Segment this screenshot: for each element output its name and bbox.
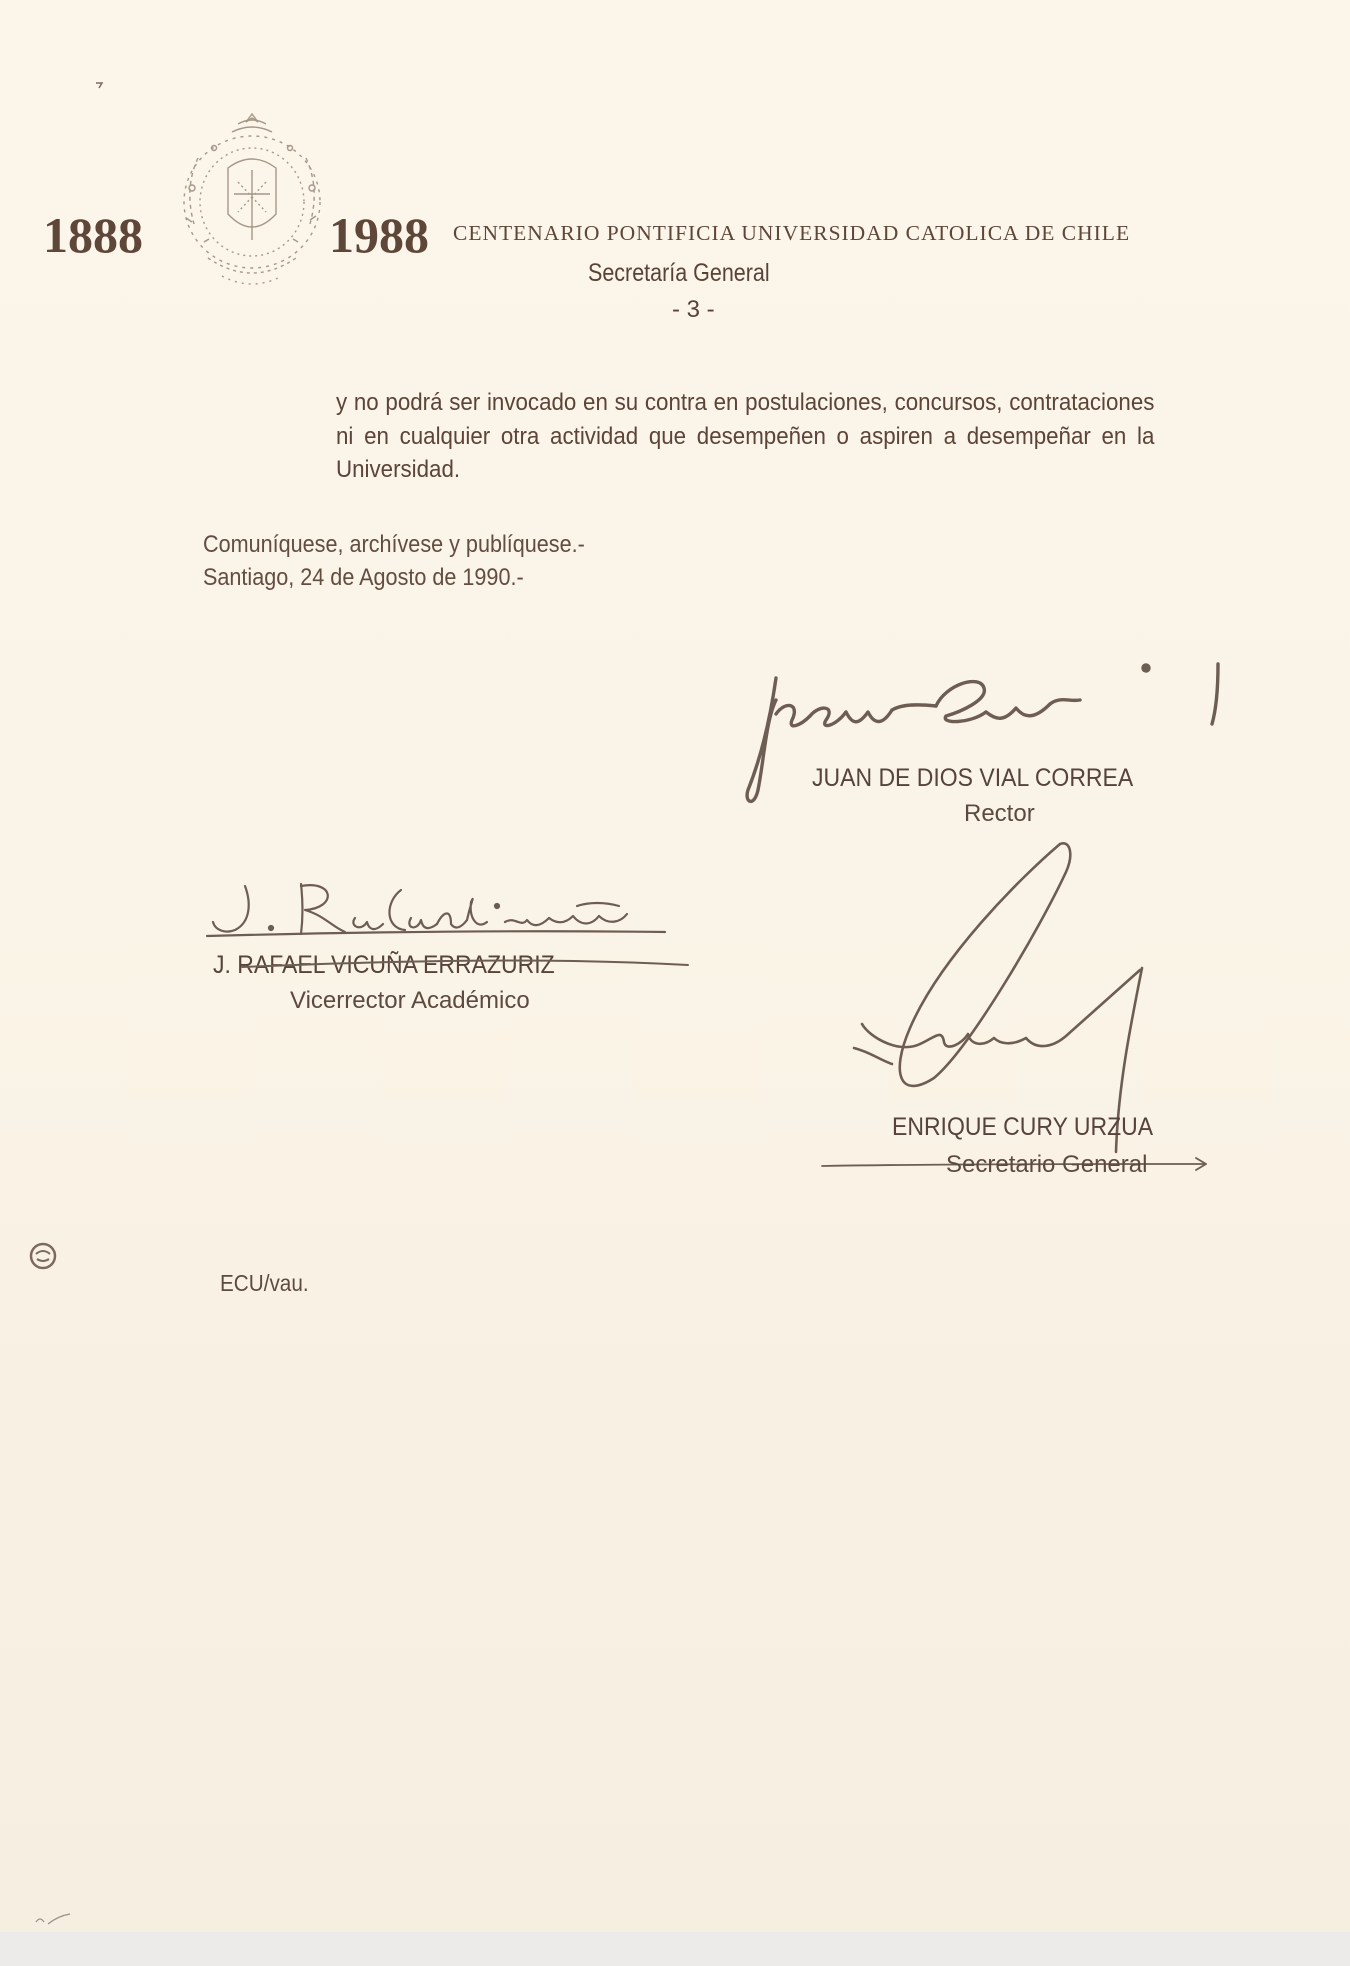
vicerrector-title: Vicerrector Académico bbox=[290, 987, 530, 1014]
centenario-heading: CENTENARIO PONTIFICIA UNIVERSIDAD CATOLICA DE CHILE bbox=[453, 221, 1131, 245]
secretario-title: Secretario General bbox=[946, 1151, 1148, 1178]
body-paragraph: y no podrá ser invocado en su contra en postulaciones, concursos, contrataciones ni en cualquier otra actividad que desempeñen o aspiren a desempeñar en la Universidad. bbox=[336, 389, 1155, 483]
year-1888: 1888 bbox=[43, 207, 143, 263]
vicerrector-name: J. RAFAEL VICUÑA ERRAZURIZ bbox=[213, 951, 555, 979]
closing-formula: Comuníquese, archívese y publíquese.- bbox=[203, 531, 585, 558]
top-margin-mark-icon bbox=[94, 80, 104, 90]
office-heading: Secretaría General bbox=[588, 259, 770, 287]
margin-mark-icon bbox=[26, 1240, 60, 1272]
secretario-signature bbox=[830, 838, 1230, 1160]
university-crest-seal bbox=[168, 108, 336, 304]
typist-initials: ECU/vau. bbox=[220, 1270, 309, 1296]
rector-name: JUAN DE DIOS VIAL CORREA bbox=[812, 764, 1134, 792]
rector-title: Rector bbox=[964, 800, 1035, 827]
secretario-name: ENRIQUE CURY URZUA bbox=[892, 1113, 1154, 1141]
year-1988: 1988 bbox=[329, 207, 429, 263]
vicerrector-signature bbox=[205, 872, 685, 944]
place-and-date: Santiago, 24 de Agosto de 1990.- bbox=[203, 564, 524, 591]
page-number: - 3 - bbox=[672, 296, 715, 323]
pencil-mark-icon bbox=[34, 1912, 74, 1928]
closing-block bbox=[203, 528, 585, 594]
vicerrector-strike-line bbox=[240, 953, 690, 977]
